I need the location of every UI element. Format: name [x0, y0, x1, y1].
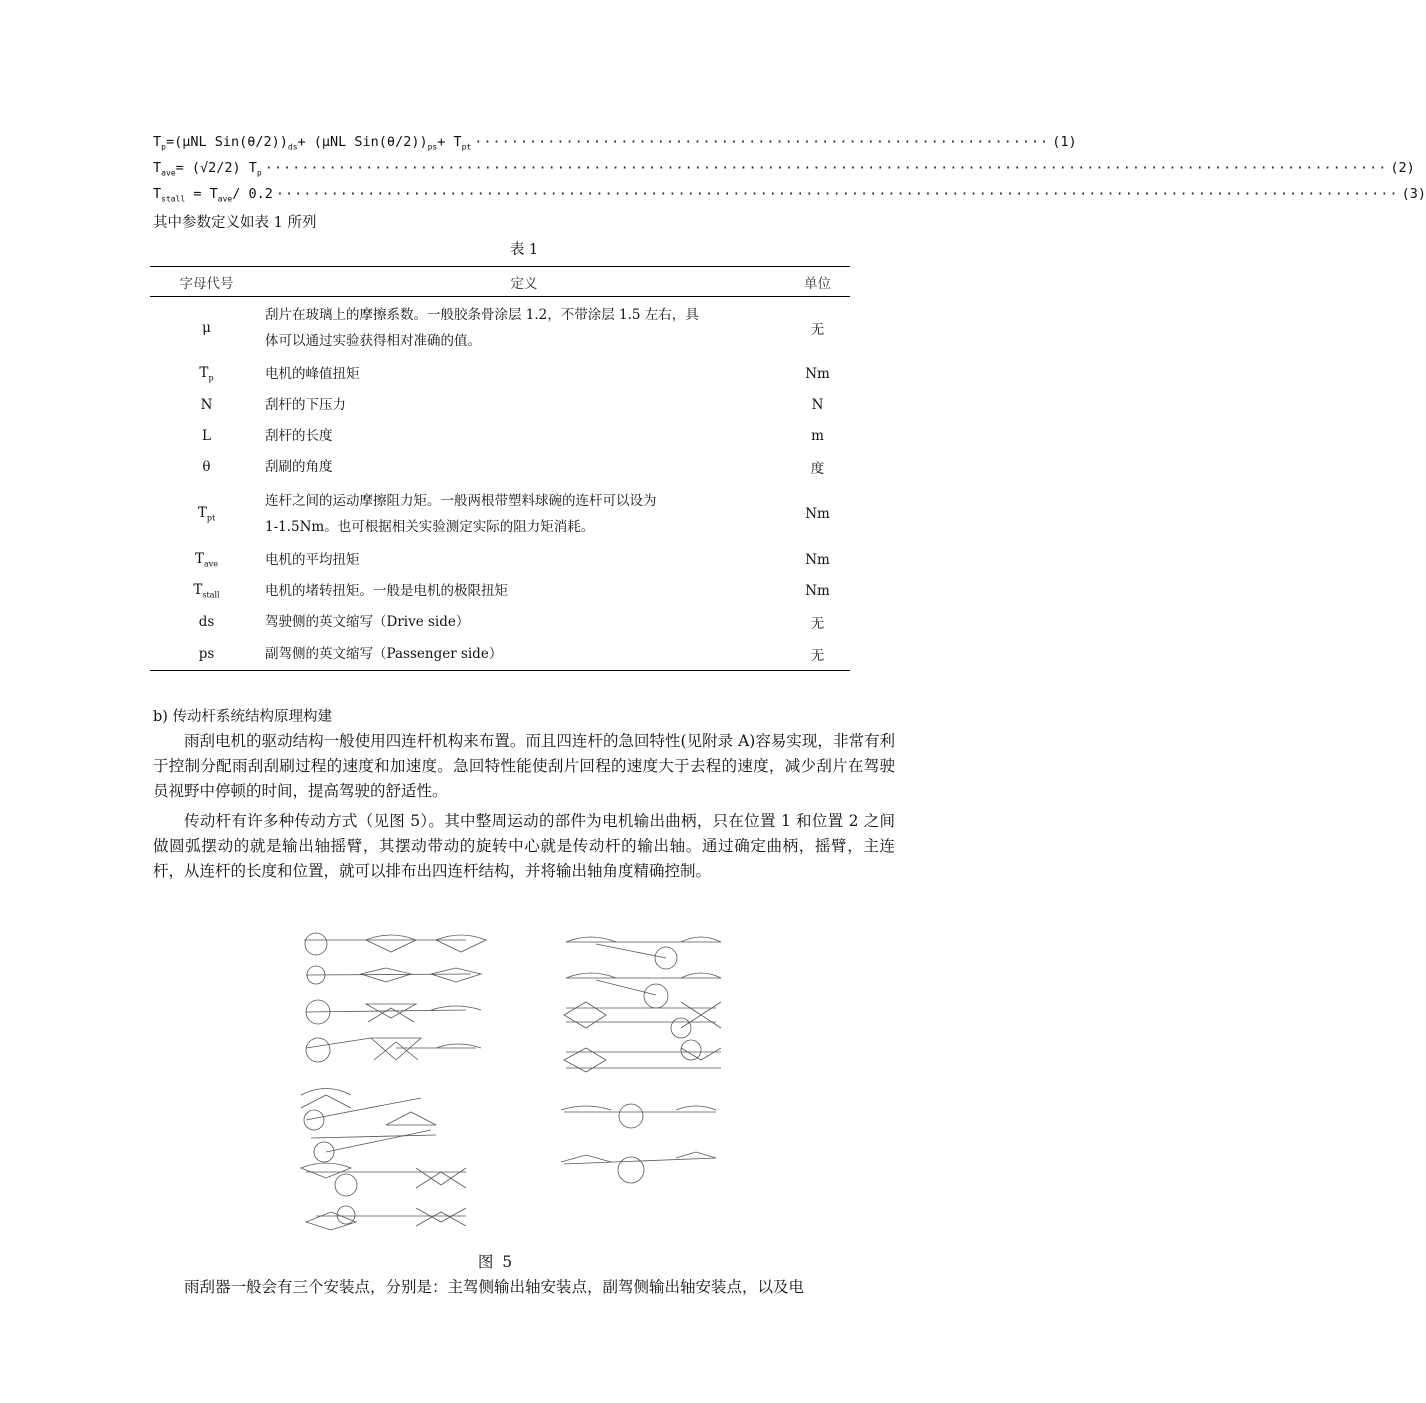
- equation-2: [153, 160, 1415, 178]
- eq1-sub2: ps: [427, 142, 438, 152]
- eq3-lhs: T: [153, 186, 162, 202]
- table-row: [150, 607, 850, 638]
- figure-5-linkage-diagrams: [296, 930, 726, 1236]
- eq3-lhs-sub: stall: [161, 194, 186, 204]
- linkage-sketch: [566, 937, 721, 969]
- header-unit: 单位: [804, 275, 831, 292]
- row-code: ps: [198, 645, 215, 662]
- row-unit: N: [811, 397, 824, 413]
- section-b-heading: b) 传动杆系统结构原理构建: [153, 709, 333, 725]
- eq1-sub3: pt: [461, 142, 472, 152]
- figure-caption: 图 5: [477, 1253, 515, 1271]
- eq2-leader-dots: ···························································································································: [264, 160, 1388, 176]
- row-code-sub: pt: [206, 513, 216, 523]
- table-row: [150, 576, 850, 607]
- row-definition: 电机的峰值扭矩: [265, 366, 360, 382]
- header-definition: 定义: [510, 275, 538, 292]
- row-definition: 电机的平均扭矩: [265, 552, 360, 568]
- row-code-sub: p: [208, 373, 214, 383]
- row-definition-cont: 体可以通过实验获得相对准确的值。: [265, 332, 481, 349]
- row-code: T: [194, 551, 204, 568]
- eq2-rhs: = (√2/2) T: [175, 160, 257, 176]
- table-header-row: [150, 267, 850, 297]
- equation-1: [153, 134, 1077, 152]
- linkage-sketch: [304, 933, 486, 955]
- row-definition: 刮片在玻璃上的摩擦系数。一般胶条骨涂层 1.2，不带涂层 1.5 左右，具: [265, 306, 699, 323]
- paragraph-2: 传动杆有许多种传动方式（见图 5）。其中整周运动的部件为电机输出曲柄，只在位置 1 和位置 2 之间做圆弧摆动的就是输出轴摇臂，其摆动带动的旋转中心就是传动杆的输出轴。通过确定曲柄，摇臂，主连杆，从连杆的长度和位置，就可以排布出四连杆结构，并将输出轴角度精确控制。: [153, 812, 895, 880]
- linkage-sketch: [566, 973, 721, 1008]
- last-paragraph: 雨刮器一般会有三个安装点，分别是：主驾侧输出轴安装点，副驾侧输出轴安装点，以及电: [184, 1278, 805, 1296]
- linkage-sketch: [301, 1163, 466, 1196]
- table-row: [150, 297, 850, 359]
- table-row: [150, 638, 850, 671]
- eq2-number: (2): [1390, 160, 1415, 176]
- row-code: ds: [198, 614, 215, 630]
- row-code: T: [197, 504, 207, 521]
- eq2-lhs-sub: ave: [161, 168, 176, 178]
- row-unit: Nm: [805, 583, 830, 599]
- row-unit: 度: [810, 461, 825, 477]
- row-definition-cont: 1-1.5Nm。也可根据相关实验测定实际的阻力矩消耗。: [265, 518, 595, 535]
- linkage-sketch: [306, 1000, 481, 1024]
- row-code: N: [200, 397, 213, 413]
- row-code-sub: ave: [203, 559, 219, 569]
- row-definition: 连杆之间的运动摩擦阻力矩。一般两根带塑料球碗的连杆可以设为: [265, 492, 657, 509]
- row-code: T: [193, 582, 203, 599]
- table-row: [150, 359, 850, 390]
- parameter-table: [150, 266, 850, 671]
- header-code: 字母代号: [179, 275, 234, 292]
- table-row: [150, 390, 850, 421]
- paragraph-1: 雨刮电机的驱动结构一般使用四连杆机构来布置。而且四连杆的急回特性(见附录 A)容易实现，非常有利于控制分配雨刮刮刷过程的速度和加速度。急回特性能使刮片回程的速度大于去程的速度，减少刮片在驾驶员视野中停顿的时间，提高驾驶的舒适性。: [153, 732, 895, 800]
- eq2-sub1: p: [256, 168, 262, 178]
- row-definition: 电机的堵转扭矩。一般是电机的极限扭矩: [265, 583, 508, 599]
- linkage-sketch: [306, 1038, 481, 1062]
- linkage-sketch: [306, 966, 481, 984]
- table-row: [150, 483, 850, 545]
- table-row: [150, 421, 850, 452]
- row-definition: 副驾侧的英文缩写（Passenger side）: [265, 645, 503, 662]
- row-code: L: [202, 428, 211, 444]
- eq1-sub1: ds: [287, 142, 298, 152]
- eq1-rhs: =(μNL Sin(θ/2)): [165, 134, 288, 150]
- row-definition: 刮杆的长度: [265, 428, 333, 444]
- eq3-leader-dots: ···························································································································: [275, 186, 1399, 202]
- eq3-number: (3): [1401, 186, 1426, 202]
- row-code: μ: [202, 319, 211, 336]
- row-code: T: [199, 365, 209, 382]
- linkage-sketch: [306, 1206, 466, 1230]
- row-definition: 驾驶侧的英文缩写（Drive side）: [265, 614, 470, 630]
- row-unit: m: [811, 428, 824, 444]
- eq3-rhs: = T: [185, 186, 218, 202]
- eq1-leader-dots: ·······························································: [474, 134, 1050, 150]
- row-unit: Nm: [805, 552, 830, 568]
- linkage-sketch: [564, 1040, 721, 1072]
- row-definition: 刮刷的角度: [265, 459, 333, 475]
- linkage-sketch: [561, 1152, 716, 1183]
- equation-3: [153, 186, 1426, 204]
- row-unit: 无: [810, 321, 825, 338]
- linkage-sketch: [301, 1089, 436, 1163]
- row-code: θ: [202, 459, 211, 475]
- linkage-sketch: [564, 1002, 721, 1038]
- row-unit: Nm: [805, 505, 830, 522]
- eq3-term2: / 0.2: [232, 186, 273, 202]
- eq1-lhs: T: [153, 134, 162, 150]
- table-title: 表 1: [509, 242, 539, 258]
- row-unit: 无: [810, 647, 825, 664]
- row-unit: Nm: [805, 366, 830, 382]
- eq3-sub1: ave: [217, 194, 233, 204]
- eq1-term3: + T: [437, 134, 462, 150]
- linkage-sketch: [561, 1104, 716, 1128]
- eq1-lhs-sub: p: [161, 142, 166, 152]
- row-code-sub: stall: [202, 590, 220, 600]
- eq1-term2: + (μNL Sin(θ/2)): [297, 134, 428, 150]
- row-definition: 刮杆的下压力: [265, 397, 346, 413]
- table-row: [150, 452, 850, 483]
- row-unit: 无: [810, 616, 825, 632]
- eq1-number: (1): [1052, 134, 1077, 150]
- intro-text: 其中参数定义如表 1 所列: [153, 215, 317, 231]
- table-row: [150, 545, 850, 576]
- eq2-lhs: T: [153, 160, 162, 176]
